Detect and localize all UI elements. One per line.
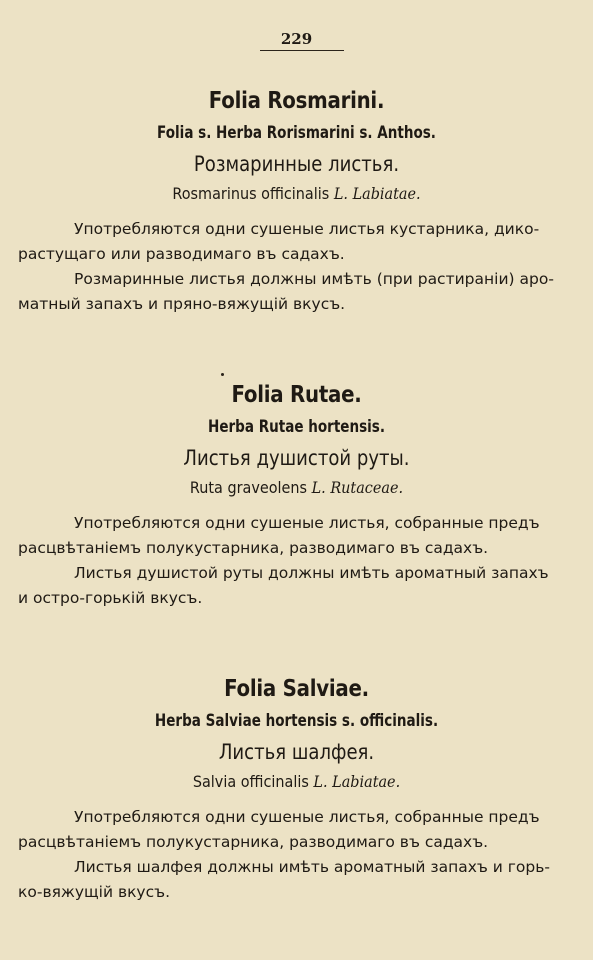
paragraph-line: растущаго или разводимаго въ садахъ. [18, 245, 345, 263]
paragraph-line: Листья шалфея должны имѣть ароматный запахъ и горь- [74, 858, 550, 876]
paragraph [0, 511, 593, 561]
botanical-name: Ruta graveolens [189, 478, 308, 497]
entry-russian-name: Розмаринные листья. [193, 152, 400, 176]
entry-title: Folia Salviae. [224, 676, 369, 702]
authority-family: L. Labiatae. [313, 772, 401, 791]
paragraph-line: расцвѣтаніемъ полукустарника, разводимаго въ садахъ. [18, 833, 489, 851]
entry-body [0, 511, 593, 611]
entry-folia-salviae [0, 674, 593, 905]
page-number-rule [260, 50, 344, 51]
entry-title: Folia Rutae. [231, 382, 362, 408]
paragraph-line: и остро-горькій вкусъ. [18, 589, 203, 607]
entry-russian-name: Листья душистой руты. [183, 446, 410, 470]
entry-synonyms: Folia s. Herba Rorismarini s. Anthos. [157, 123, 436, 142]
paragraph [0, 217, 593, 267]
entry-synonyms: Herba Rutae hortensis. [207, 417, 385, 436]
entry-title: Folia Rosmarini. [208, 88, 385, 114]
entry-folia-rutae [0, 380, 593, 611]
entry-folia-rosmarini [0, 86, 593, 317]
entry-body [0, 805, 593, 905]
paragraph [0, 267, 593, 317]
paragraph-line: матный запахъ и пряно-вяжущій вкусъ. [18, 295, 346, 313]
paragraph-line: Употребляются одни сушеные листья, собранные предъ [74, 514, 540, 532]
entry-botanical-source [30, 771, 564, 793]
entry-synonyms: Herba Salviae hortensis s. officinalis. [154, 711, 439, 730]
print-speck [221, 373, 224, 376]
paragraph [0, 855, 593, 905]
paragraph [0, 805, 593, 855]
authority-family: L. Rutaceae. [311, 478, 404, 497]
entry-botanical-source [30, 477, 564, 499]
entry-russian-name: Листья шалфея. [218, 740, 375, 764]
entry-body [0, 217, 593, 317]
page-number: 229 [280, 30, 313, 48]
entry-botanical-source [30, 183, 564, 205]
paragraph-line: расцвѣтаніемъ полукустарника, разводимаго въ садахъ. [18, 539, 489, 557]
paragraph-line: Употребляются одни сушеные листья, собранные предъ [74, 808, 540, 826]
paragraph [0, 561, 593, 611]
paragraph-line: Розмаринные листья должны имѣть (при растираніи) аро- [74, 270, 554, 288]
paragraph-line: Листья душистой руты должны имѣть ароматный запахъ [74, 564, 549, 582]
paragraph-line: ко-вяжущій вкусъ. [18, 883, 171, 901]
authority-family: L. Labiatae. [333, 184, 421, 203]
botanical-name: Salvia officinalis [192, 772, 309, 791]
paragraph-line: Употребляются одни сушеные листья кустарника, дико- [74, 220, 540, 238]
botanical-name: Rosmarinus officinalis [172, 184, 330, 203]
